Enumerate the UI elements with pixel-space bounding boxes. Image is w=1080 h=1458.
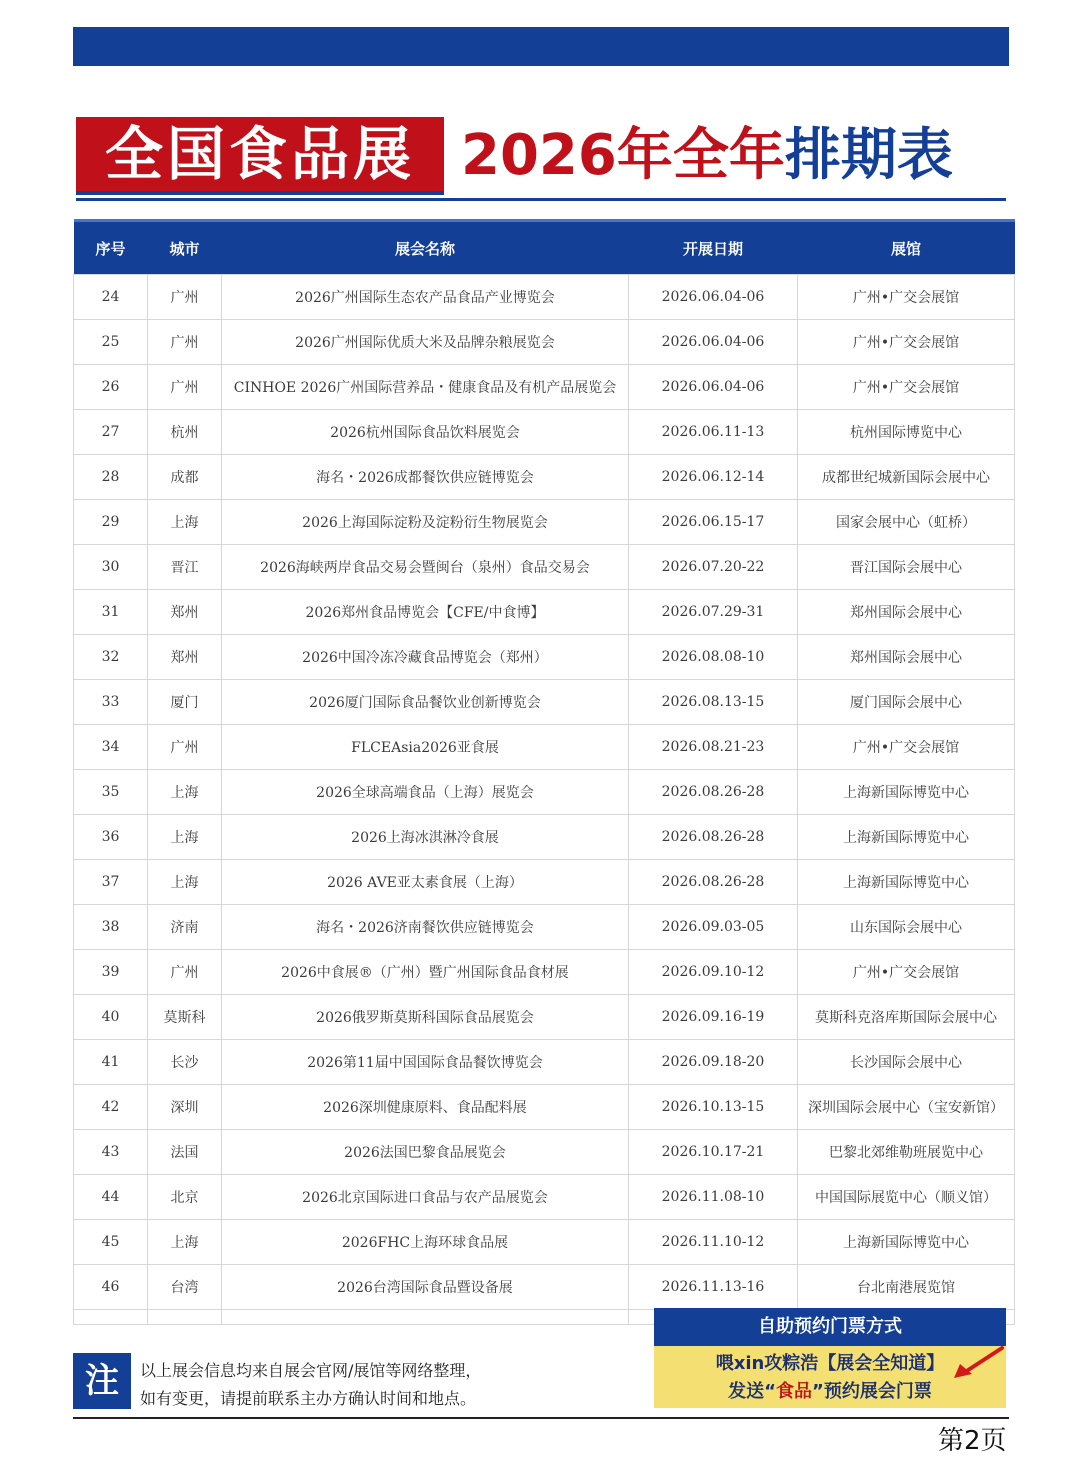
cell-date: 2026.08.26-28 <box>629 815 798 860</box>
table-header-row <box>74 221 1015 275</box>
table-row <box>74 950 1015 995</box>
note-text <box>140 1357 481 1413</box>
cell-index: 46 <box>74 1265 148 1310</box>
cell-index: 27 <box>74 410 148 455</box>
cell-date: 2026.10.17-21 <box>629 1130 798 1175</box>
schedule-table <box>73 219 1015 1325</box>
cell-expo-name: 2026中食展®（广州）暨广州国际食品食材展 <box>222 950 629 995</box>
cell-date: 2026.06.04-06 <box>629 365 798 410</box>
empty-cell <box>222 1310 629 1325</box>
cell-date: 2026.08.21-23 <box>629 725 798 770</box>
cell-venue: 成都世纪城新国际会展中心 <box>798 455 1015 500</box>
cell-index: 33 <box>74 680 148 725</box>
header-city: 城市 <box>148 221 222 275</box>
table-row <box>74 1040 1015 1085</box>
cell-city: 上海 <box>148 770 222 815</box>
cell-expo-name: 2026FHC上海环球食品展 <box>222 1220 629 1265</box>
cell-expo-name: 2026法国巴黎食品展览会 <box>222 1130 629 1175</box>
cell-expo-name: 2026第11届中国国际食品餐饮博览会 <box>222 1040 629 1085</box>
cell-city: 晋江 <box>148 545 222 590</box>
title-red-box: 全国食品展 <box>76 117 444 195</box>
cell-index: 35 <box>74 770 148 815</box>
cell-venue: 厦门国际会展中心 <box>798 680 1015 725</box>
cell-index: 25 <box>74 320 148 365</box>
title-divider <box>76 198 1006 201</box>
cell-venue: 郑州国际会展中心 <box>798 635 1015 680</box>
cell-date: 2026.10.13-15 <box>629 1085 798 1130</box>
cell-city: 法国 <box>148 1130 222 1175</box>
cell-date: 2026.06.04-06 <box>629 275 798 320</box>
cell-city: 广州 <box>148 320 222 365</box>
cell-venue: 莫斯科克洛库斯国际会展中心 <box>798 995 1015 1040</box>
header-date: 开展日期 <box>629 221 798 275</box>
table-row <box>74 590 1015 635</box>
cell-city: 郑州 <box>148 635 222 680</box>
cell-index: 30 <box>74 545 148 590</box>
cell-venue: 巴黎北郊维勒班展览中心 <box>798 1130 1015 1175</box>
cell-expo-name: 2026俄罗斯莫斯科国际食品展览会 <box>222 995 629 1040</box>
table-row <box>74 1265 1015 1310</box>
cell-index: 38 <box>74 905 148 950</box>
table-row <box>74 275 1015 320</box>
cell-venue: 台北南港展览馆 <box>798 1265 1015 1310</box>
cell-date: 2026.09.03-05 <box>629 905 798 950</box>
cell-index: 29 <box>74 500 148 545</box>
cell-city: 莫斯科 <box>148 995 222 1040</box>
cell-venue: 国家会展中心（虹桥） <box>798 500 1015 545</box>
cell-date: 2026.11.10-12 <box>629 1220 798 1265</box>
cell-date: 2026.11.08-10 <box>629 1175 798 1220</box>
cell-index: 37 <box>74 860 148 905</box>
table-row <box>74 635 1015 680</box>
ticket-heading: 自助预约门票方式 <box>654 1308 1006 1346</box>
table-row <box>74 680 1015 725</box>
ticket-line-1: 喂xin攻粽浩【展会全知道】 <box>715 1353 945 1374</box>
page-title <box>76 117 1006 195</box>
cell-expo-name: 2026广州国际优质大米及品牌杂粮展览会 <box>222 320 629 365</box>
cell-city: 成都 <box>148 455 222 500</box>
cell-index: 40 <box>74 995 148 1040</box>
cell-expo-name: CINHOE 2026广州国际营养品・健康食品及有机产品展览会 <box>222 365 629 410</box>
cell-index: 43 <box>74 1130 148 1175</box>
cell-city: 上海 <box>148 500 222 545</box>
cell-date: 2026.08.26-28 <box>629 770 798 815</box>
empty-cell <box>74 1310 148 1325</box>
cell-index: 36 <box>74 815 148 860</box>
cell-expo-name: 2026厦门国际食品餐饮业创新博览会 <box>222 680 629 725</box>
cell-venue: 上海新国际博览中心 <box>798 815 1015 860</box>
cell-date: 2026.08.08-10 <box>629 635 798 680</box>
cell-venue: 杭州国际博览中心 <box>798 410 1015 455</box>
cell-index: 44 <box>74 1175 148 1220</box>
ticket-instructions <box>654 1346 1006 1408</box>
cell-expo-name: 2026上海国际淀粉及淀粉衍生物展览会 <box>222 500 629 545</box>
cell-city: 深圳 <box>148 1085 222 1130</box>
cell-date: 2026.09.10-12 <box>629 950 798 995</box>
cell-date: 2026.08.13-15 <box>629 680 798 725</box>
cell-date: 2026.06.04-06 <box>629 320 798 365</box>
cell-expo-name: 2026台湾国际食品暨设备展 <box>222 1265 629 1310</box>
table-row <box>74 725 1015 770</box>
cell-city: 北京 <box>148 1175 222 1220</box>
table-row <box>74 770 1015 815</box>
cell-expo-name: 2026全球高端食品（上海）展览会 <box>222 770 629 815</box>
cell-city: 广州 <box>148 275 222 320</box>
cell-expo-name: 2026杭州国际食品饮料展览会 <box>222 410 629 455</box>
table-row <box>74 995 1015 1040</box>
cell-date: 2026.09.16-19 <box>629 995 798 1040</box>
cell-venue: 中国国际展览中心（顺义馆） <box>798 1175 1015 1220</box>
table-row <box>74 455 1015 500</box>
cell-date: 2026.09.18-20 <box>629 1040 798 1085</box>
cell-expo-name: 海名・2026济南餐饮供应链博览会 <box>222 905 629 950</box>
cell-index: 32 <box>74 635 148 680</box>
table-row <box>74 320 1015 365</box>
cell-venue: 长沙国际会展中心 <box>798 1040 1015 1085</box>
cell-date: 2026.11.13-16 <box>629 1265 798 1310</box>
cell-expo-name: 2026海峡两岸食品交易会暨闽台（泉州）食品交易会 <box>222 545 629 590</box>
cell-expo-name: 2026 AVE亚太素食展（上海） <box>222 860 629 905</box>
empty-cell <box>148 1310 222 1325</box>
cell-venue: 广州•广交会展馆 <box>798 365 1015 410</box>
table-row <box>74 545 1015 590</box>
cell-city: 广州 <box>148 725 222 770</box>
cell-expo-name: 2026中国冷冻冷藏食品博览会（郑州） <box>222 635 629 680</box>
cell-expo-name: 2026上海冰淇淋冷食展 <box>222 815 629 860</box>
bottom-divider <box>73 1417 1009 1419</box>
table-row <box>74 815 1015 860</box>
note-line-1: 以上展会信息均来自展会官网/展馆等网络整理， <box>140 1361 482 1380</box>
cell-date: 2026.07.20-22 <box>629 545 798 590</box>
cell-venue: 郑州国际会展中心 <box>798 590 1015 635</box>
table-row <box>74 1175 1015 1220</box>
cell-venue: 晋江国际会展中心 <box>798 545 1015 590</box>
cell-city: 上海 <box>148 1220 222 1265</box>
title-right <box>461 117 953 195</box>
cell-city: 郑州 <box>148 590 222 635</box>
header-expo-name: 展会名称 <box>222 221 629 275</box>
table-row <box>74 500 1015 545</box>
cell-venue: 广州•广交会展馆 <box>798 320 1015 365</box>
table-row <box>74 1085 1015 1130</box>
cell-city: 台湾 <box>148 1265 222 1310</box>
cell-date: 2026.06.12-14 <box>629 455 798 500</box>
cell-city: 广州 <box>148 950 222 995</box>
red-arrow-icon <box>950 1344 1004 1380</box>
cell-index: 41 <box>74 1040 148 1085</box>
cell-expo-name: 2026深圳健康原料、食品配料展 <box>222 1085 629 1130</box>
note-line-2: 如有变更，请提前联系主办方确认时间和地点。 <box>140 1389 477 1408</box>
cell-city: 杭州 <box>148 410 222 455</box>
ticket-keyword: 食品 <box>776 1381 812 1402</box>
title-year: 2026年全年 <box>461 123 785 188</box>
cell-index: 45 <box>74 1220 148 1265</box>
cell-date: 2026.08.26-28 <box>629 860 798 905</box>
cell-venue: 上海新国际博览中心 <box>798 860 1015 905</box>
cell-city: 上海 <box>148 860 222 905</box>
table-row <box>74 860 1015 905</box>
ticket-booking-box <box>654 1308 1006 1408</box>
cell-venue: 广州•广交会展馆 <box>798 725 1015 770</box>
title-schedule: 排期表 <box>784 123 953 188</box>
top-banner-bar <box>73 27 1009 66</box>
cell-date: 2026.06.15-17 <box>629 500 798 545</box>
cell-city: 济南 <box>148 905 222 950</box>
cell-city: 厦门 <box>148 680 222 725</box>
cell-expo-name: FLCEAsia2026亚食展 <box>222 725 629 770</box>
cell-index: 42 <box>74 1085 148 1130</box>
cell-city: 广州 <box>148 365 222 410</box>
ticket-line-2: 发送“食品”预约展会门票 <box>728 1381 932 1402</box>
cell-date: 2026.07.29-31 <box>629 590 798 635</box>
table-row <box>74 1220 1015 1265</box>
table-row <box>74 1130 1015 1175</box>
cell-index: 39 <box>74 950 148 995</box>
table-row <box>74 365 1015 410</box>
cell-venue: 广州•广交会展馆 <box>798 950 1015 995</box>
cell-venue: 山东国际会展中心 <box>798 905 1015 950</box>
table-row <box>74 410 1015 455</box>
page-number: 第2页 <box>938 1426 1007 1456</box>
cell-index: 26 <box>74 365 148 410</box>
note-icon: 注 <box>73 1353 131 1409</box>
cell-expo-name: 2026郑州食品博览会【CFE/中食博】 <box>222 590 629 635</box>
cell-index: 24 <box>74 275 148 320</box>
cell-index: 28 <box>74 455 148 500</box>
cell-city: 长沙 <box>148 1040 222 1085</box>
cell-date: 2026.06.11-13 <box>629 410 798 455</box>
cell-venue: 深圳国际会展中心（宝安新馆） <box>798 1085 1015 1130</box>
table-body <box>74 275 1015 1325</box>
header-venue: 展馆 <box>798 221 1015 275</box>
table-row <box>74 905 1015 950</box>
cell-venue: 广州•广交会展馆 <box>798 275 1015 320</box>
header-index: 序号 <box>74 221 148 275</box>
cell-city: 上海 <box>148 815 222 860</box>
cell-expo-name: 2026北京国际进口食品与农产品展览会 <box>222 1175 629 1220</box>
cell-expo-name: 2026广州国际生态农产品食品产业博览会 <box>222 275 629 320</box>
cell-venue: 上海新国际博览中心 <box>798 770 1015 815</box>
cell-index: 31 <box>74 590 148 635</box>
cell-expo-name: 海名・2026成都餐饮供应链博览会 <box>222 455 629 500</box>
cell-index: 34 <box>74 725 148 770</box>
cell-venue: 上海新国际博览中心 <box>798 1220 1015 1265</box>
